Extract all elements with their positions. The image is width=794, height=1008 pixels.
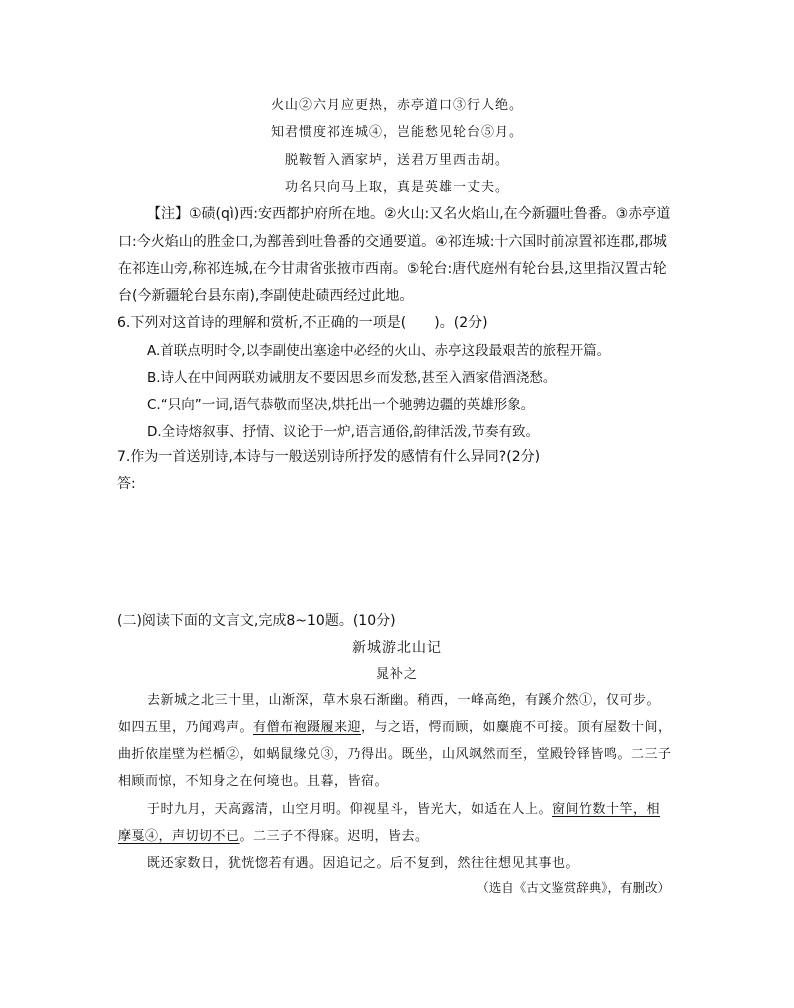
question-6-option-d: D.全诗熔叙事、抒情、议论于一炉,语言通俗,韵律活泼,节奏有致。: [147, 424, 540, 440]
underlined-text: 摩戛④，声切切不已: [118, 829, 240, 844]
poem-line-3: 脱鞍暂入酒家垆，送君万里西击胡。: [284, 153, 509, 168]
passage-line: [147, 689, 660, 708]
note-line-3: 在祁连山旁,称祁连城,在今甘肃省张掖市西南。⑤轮台:唐代庭州有轮台县,这里指汉置古轮: [118, 261, 667, 277]
passage-author: 晁补之: [375, 667, 418, 682]
section-2-heading: (二)阅读下面的文言文,完成8~10题。(10分): [117, 613, 396, 629]
poem-line-2: 知君惯度祁连城④，岂能愁见轮台⑤月。: [270, 125, 523, 140]
question-7-stem: 7.作为一首送别诗,本诗与一般送别诗所抒发的感情有什么异同?(2分): [117, 449, 541, 465]
passage-line: [147, 798, 660, 817]
passage-text: 如四五里，乃闻鸡声。: [118, 720, 254, 735]
passage-text: 相顾而惊，不知身之在何境也。且暮，皆宿。: [118, 774, 389, 789]
question-6-stem: 6.下列对这首诗的理解和赏析,不正确的一项是( )。(2分): [117, 315, 488, 331]
note-line-4: 台(今新疆轮台县东南),李副使赴碛西经过此地。: [118, 288, 414, 304]
note-line-2: 口:今火焰山的胜金口,为鄯善到吐鲁番的交通要道。④祁连城:十六国时前凉置祁连郡,郡城: [118, 234, 667, 250]
passage-text: 去新城之北三十里，山渐深，草木泉石渐幽。稍西，一峰高绝，有蹊介然①，仅可步。: [147, 693, 661, 708]
poem-line-1: 火山②六月应更热，赤亭道口③行人绝。: [270, 98, 523, 113]
question-6-option-a: A.首联点明时令,以李副使出塞途中必经的火山、赤亭这段最艰苦的旅程开篇。: [147, 343, 611, 359]
passage-line: [118, 825, 429, 844]
passage-text: 于时九月，天高露清，山空月明。仰视星斗，皆光大，如适在人上。: [147, 802, 553, 817]
passage-line: [118, 770, 388, 789]
passage-line: [118, 743, 672, 762]
question-6-option-b: B.诗人在中间两联劝诫朋友不要因思乡而发愁,甚至入酒家借酒浇愁。: [147, 370, 557, 386]
underlined-text: 有僧布袍蹑履来迎: [253, 720, 362, 735]
passage-line: [118, 716, 672, 735]
question-6-option-c: C.“只向”一词,语气恭敬而坚决,烘托出一个驰骋边疆的英雄形象。: [147, 397, 535, 413]
answer-label: 答:: [117, 476, 136, 492]
passage-source: （选自《古文鉴赏辞典》，有删改）: [476, 880, 670, 895]
passage-text: 既还家数日，犹恍惚若有遇。因追记之。后不复到，然往往想见其事也。: [147, 856, 580, 871]
passage-text: ，与之语，愕而顾，如麋鹿不可接。顶有屋数十间，: [361, 720, 672, 735]
passage-text: 。二三子不得寐。迟明，皆去。: [239, 829, 429, 844]
passage-title: 新城游北山记: [352, 640, 442, 656]
passage-text: 曲折依崖壁为栏楯②，如蜗鼠缘兑③，乃得出。既坐，山风飒然而至，堂殿铃铎皆鸣。二三子: [118, 747, 672, 762]
underlined-text: 窗间竹数十竿，相: [552, 802, 661, 817]
note-line-1: 【注】①碛(qì)西:安西都护府所在地。②火山:又名火焰山,在今新疆吐鲁番。③赤亭道: [147, 206, 671, 222]
passage-line: [147, 852, 579, 871]
poem-line-4: 功名只向马上取，真是英雄一丈夫。: [284, 180, 509, 195]
